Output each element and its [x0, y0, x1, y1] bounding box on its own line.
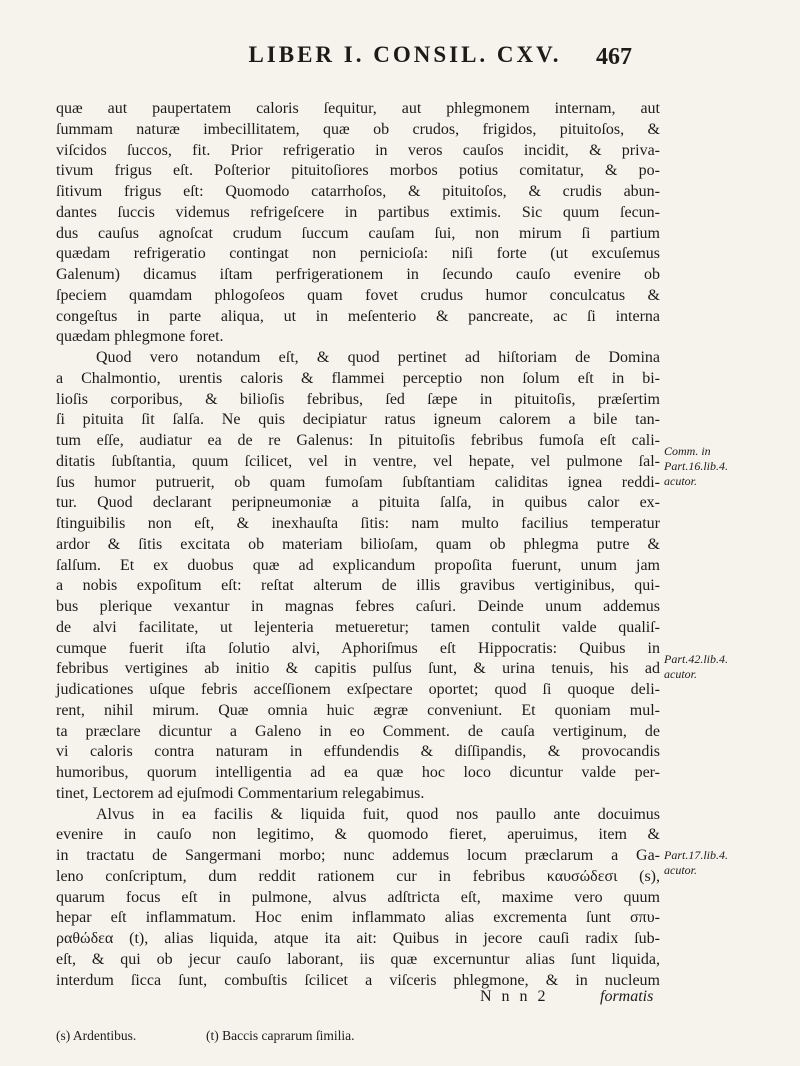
margin-note: Part.42.lib.4. [664, 652, 729, 666]
text-line: dantes ſuccis videmus refrigeſcere in partibus extimis. Sic quum ſecun- [56, 203, 660, 221]
page-number: 467 [596, 44, 632, 70]
text-line: congeſtus in parte aliqua, ut in meſenterio & pancreate, ac ſi interna [56, 307, 660, 325]
margin-note: acutor. [664, 474, 697, 488]
text-line: ardor & ſitis excitata ob materiam bilioſam, quam ob phlegma putre & [56, 535, 660, 553]
text-line: quarum focus eſt in pulmone, alvus adſtricta eſt, maxime vero quum [56, 888, 660, 906]
text-line: ditatis ſubſtantia, quum ſcilicet, vel in ventre, vel hepate, vel pulmone ſal- [56, 452, 660, 470]
text-line: bus plerique vexantur in magnas febres caſuri. Deinde unum addemus [56, 598, 660, 615]
text-line: quæ aut paupertatem caloris ſequitur, aut phlegmonem internam, aut [56, 100, 660, 117]
margin-note: acutor. [664, 863, 697, 877]
text-line: in tractatu de Sangermani morbo; nunc addemus locum præclarum a Ga- [56, 847, 660, 864]
text-line: hepar eſt inflammatum. Hoc enim inflammato alias excrementa ſunt σπυ- [56, 909, 660, 927]
margin-notes [664, 0, 800, 1066]
text-line: quædam refrigeratio contingat non pernicioſa: niſi forte (ut excuſemus [56, 245, 660, 263]
text-line: ſtinguibilis non eſt, & inexhauſta ſitis: nam multo facilius temperatur [56, 515, 660, 532]
text-line: Alvus in ea facilis & liquida fuit, quod nos paullo ante docuimus [96, 805, 660, 823]
text-line: rent, nihil mirum. Quæ omnia huic ægræ conveniunt. Et quoniam mul- [56, 701, 660, 719]
footnote-s: (s) Ardentibus. [56, 1028, 137, 1043]
text-line: ſus humor putruerit, ob quam fumoſam ſubſtantiam caliditas ignea reddi- [56, 473, 660, 491]
text-line: tum eſſe, audiatur ea de re Galenus: In pituitoſis febribus fumoſa eſt cali- [56, 432, 660, 449]
margin-note: Part.17.lib.4. [664, 848, 729, 862]
text-line: judicationes uſque febris acceſſionem exſpectare oportet; quod ſi quoque deli- [56, 681, 660, 698]
text-line: cumque fuerit iſta ſolutio alvi, Aphoriſmus eſt Hippocratis: Quibus in [56, 639, 660, 657]
text-line: viſcidos ſuccos, fit. Prior refrigeratio in veros cauſos incidit, & priva- [56, 141, 660, 159]
text-line: vi caloris contra naturam in effundendis & diſſipandis, & provocandis [56, 743, 660, 761]
text-line: evenire in cauſo non legitimo, & quomodo fieret, aperuimus, item & [56, 826, 660, 844]
footnote-t: (t) Baccis caprarum ſimilia. [206, 1028, 355, 1043]
text-line: ſi pituita ſit ſalſa. Ne quis decipiatur ratus igneum calorem a bile tan- [56, 411, 660, 429]
margin-note: Part.16.lib.4. [664, 459, 729, 473]
text-line: eſt, & qui ob jecur cauſo laborant, iis quæ excernuntur alias ſunt liquida, [56, 950, 660, 968]
text-line: humoribus, quorum intelligentia ad ea quæ hoc loco dicuntur valde per- [56, 764, 660, 781]
text-line: dus cauſus agnoſcat crudum ſuccum cauſam ſui, non mirum ſi partium [56, 224, 660, 242]
text-line: ta præclare dicuntur a Galeno in eo Comment. de cauſa vertiginum, de [56, 722, 660, 740]
text-line: ſpeciem quamdam phlogoſeos quam fovet crudus humor conculcatus & [56, 286, 660, 304]
body-text [56, 99, 660, 991]
catchword: formatis [600, 988, 654, 1005]
text-line: Quod vero notandum eſt, & quod pertinet ad hiſtoriam de Domina [96, 349, 660, 366]
text-line: ραθώδεα (t), alias liquida, atque ita ait: Quibus in jecore cauſi radix ſub- [56, 930, 660, 947]
text-line: interdum ſicca ſunt, combuſtis ſcilicet a viſceris phlegmone, & in nucleum [56, 971, 660, 989]
text-line: ſitivum frigus eſt: Quomodo catarrhoſos, & pituitoſos, & crudis abun- [56, 183, 660, 200]
text-line: tur. Quod declarant peripneumoniæ a pituita ſalſa, in quibus calor ex- [56, 494, 660, 512]
text-line: a nobis expoſitum eſt: reſtat alterum de illis gravibus vertiginibus, qui- [56, 577, 660, 595]
text-line: de alvi facilitate, ut lejenteria metueretur; tamen contulit valde qualiſ- [56, 618, 660, 636]
text-line: quædam phlegmone foret. [56, 328, 224, 346]
text-line: febribus vertigines ab initio & capitis pulſus ſunt, & urina tenuis, his ad [56, 660, 660, 678]
running-title: LIBER I. CONSIL. CXV. [248, 42, 562, 67]
text-line: tinet, Lectorem ad ejuſmodi Commentarium relegabimus. [56, 784, 425, 802]
margin-note: acutor. [664, 667, 697, 681]
text-line: lioſis corporibus, & bilioſis febribus, ſed ſæpe in pituitoſis, præſertim [56, 390, 660, 408]
text-line: Galenum) dicamus iſtam perfrigerationem in ſecundo cauſo evenire ob [56, 266, 660, 283]
text-line: ſummam naturæ imbecillitatem, quæ ob crudos, frigidos, pituitoſos, & [56, 120, 660, 138]
margin-note: Comm. in [664, 444, 711, 458]
text-line: a Chalmontio, urentis caloris & flammei perceptio non ſolum eſt in bi- [56, 369, 660, 387]
text-line: tivum frigus eſt. Poſterior pituitoſiores morbos potius comitatur, & po- [56, 162, 660, 180]
text-line: leno conſcriptum, dum reddit rationem cur in febribus καυσώδεσι (s), [56, 867, 660, 885]
signature-mark: N n n 2 [480, 988, 549, 1005]
text-line: ſalſum. Et ex duobus quæ ad explicandum propoſita fuerunt, unum jam [56, 556, 660, 574]
